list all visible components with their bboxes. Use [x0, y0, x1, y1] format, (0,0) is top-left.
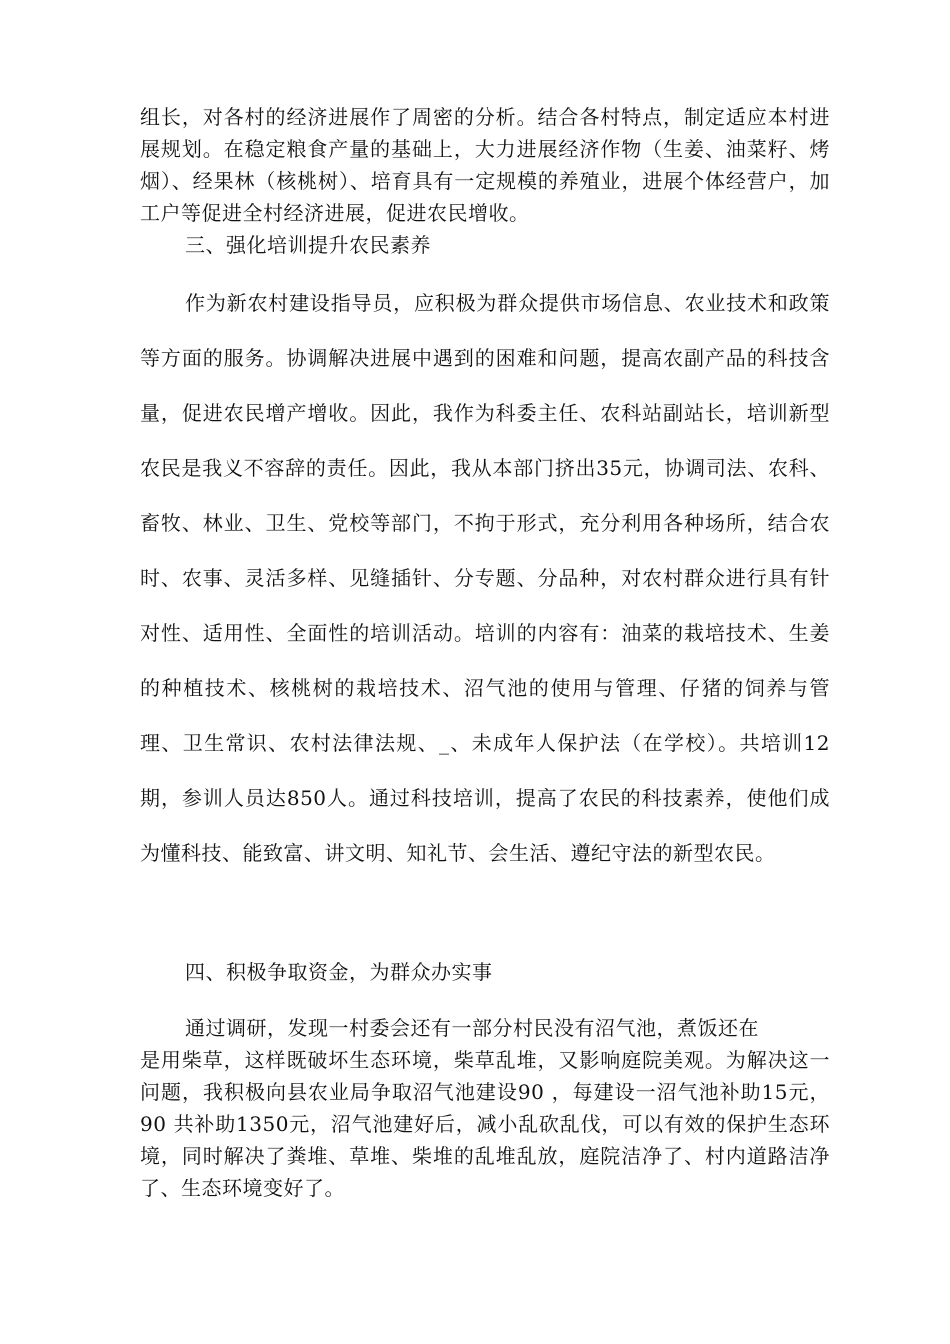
section-heading-funding: 四、积极争取资金，为群众办实事	[185, 960, 493, 984]
paragraph-economic-planning: 组长，对各村的经济进展作了周密的分析。结合各村特点，制定适应本村进展规划。在稳定粮食产量的基础上，大力进展经济作物（生姜、油菜籽、烤烟）、经果林（核桃树）、培育具有一定规模的养殖业，进展个体经营户，加工户等促进全村经济进展，促进农民增收。	[140, 105, 830, 225]
paragraph-farmer-training: 作为新农村建设指导员，应积极为群众提供市场信息、农业技术和政策等方面的服务。协调解决进展中遇到的困难和问题，提高农副产品的科技含量，促进农民增产增收。因此，我作为科委主任、农科站副站长，培训新型农民是我义不容辞的责任。因此，我从本部门挤出35元，协调司法、农科、畜牧、林业、卫生、党校等部门，不拘于形式，充分利用各种场所，结合农时、农事、灵活多样、见缝插针、分专题、分品种，对农村群众进行具有针对性、适用性、全面性的培训活动。培训的内容有：油菜的栽培技术、生姜的种植技术、核桃树的栽培技术、沼气池的使用与管理、仔猪的饲养与管理、卫生常识、农村法律法规、_、未成年人保护法（在学校）。共培训12期，参训人员达850人。通过科技培训，提高了农民的科技素养，使他们成为懂科技、能致富、讲文明、知礼节、会生活、遵纪守法的新型农民。	[140, 291, 830, 865]
section-heading-training: 三、强化培训提升农民素养	[185, 233, 431, 257]
paragraph-biogas-first-line: 通过调研，发现一村委会还有一部分村民没有沼气池，煮饭还在	[185, 1016, 759, 1040]
paragraph-biogas-project: 是用柴草，这样既破坏生态环境，柴草乱堆，又影响庭院美观。为解决这一问题，我积极向县农业局争取沼气池建设90 ，每建设一沼气池补助15元，90 共补助1350元，沼气池建好后，减小乱砍乱伐，可以有效的保护生态环境，同时解决了粪堆、草堆、柴堆的乱堆乱放，庭院洁净了、村内道路洁净了、生态环境变好了。	[140, 1048, 830, 1200]
